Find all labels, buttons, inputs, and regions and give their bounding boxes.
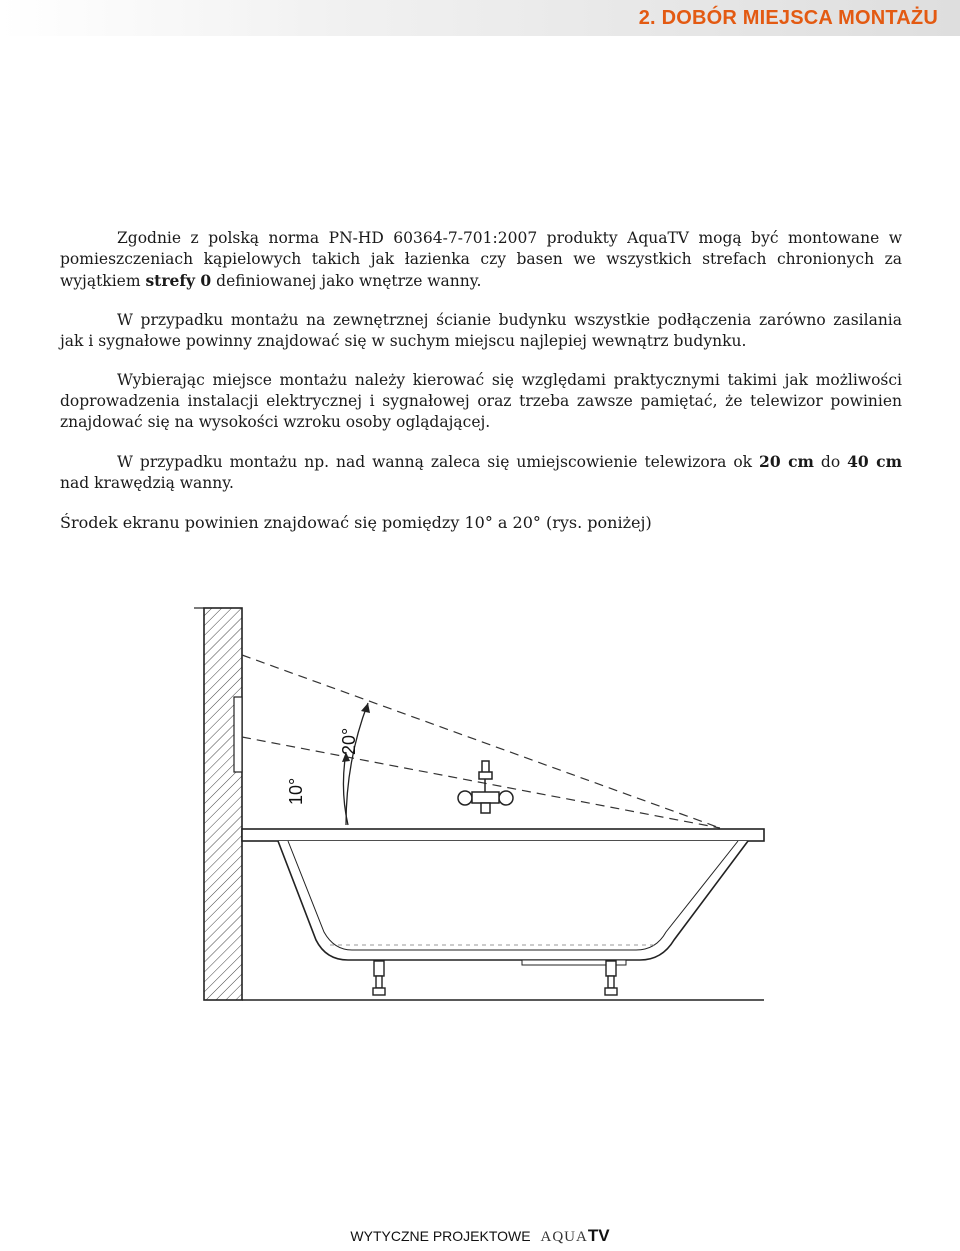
faucet — [458, 761, 513, 813]
aquatv-logo — [540, 1226, 610, 1245]
paragraph-height-between: do — [813, 453, 848, 471]
paragraph-height-text: W przypadku montażu np. nad wanną zaleca się umiejscowienie telewizora ok — [117, 453, 760, 471]
footer — [0, 1226, 960, 1246]
content — [60, 228, 902, 551]
zone-zero-emphasis: strefy 0 — [145, 271, 212, 290]
paragraph-external-wall: W przypadku montażu na zewnętrznej ścianie budynku wszystkie podłączenia zarówno zasilania jak i sygnałowe powinny znajdować się w suchym miejscu najlepiej wewnątrz budynku. — [60, 311, 902, 350]
paragraph-norm-text: Zgodnie z polską norma PN-HD 60364-7-701:2007 produkty AquaTV mogą być montowane w pomieszczeniach kąpielowych takich jak łazienka czy basen we wszystkich strefach chronionych za wyjątkiem — [60, 229, 902, 290]
arc-20-degree — [346, 703, 368, 825]
bathtub-rim — [242, 829, 764, 841]
section-title: 2. DOBÓR MIEJSCA MONTAŻU — [638, 7, 938, 29]
footer-label: WYTYCZNE PROJEKTOWE — [350, 1228, 531, 1244]
paragraph-height — [60, 451, 902, 494]
bathtub-legs — [373, 961, 617, 995]
header-band — [0, 0, 960, 36]
arc-20-arrow — [361, 703, 370, 713]
logo-aqua: AQUA — [540, 1229, 588, 1245]
bathtub — [242, 829, 764, 965]
paragraph-angle: Środek ekranu powinien znajdować się pomiędzy 10° a 20° (rys. poniżej) — [60, 513, 652, 532]
wall — [194, 608, 242, 1000]
height-min-emphasis: 20 cm — [759, 452, 814, 471]
line-10-degree — [242, 737, 720, 828]
paragraph-norm — [60, 228, 902, 292]
paragraph-height-end: nad krawędzią wanny. — [60, 474, 234, 492]
paragraph-placement: Wybierając miejsce montażu należy kierować się względami praktycznymi takimi jak możliwości doprowadzenia instalacji elektrycznej i sygnałowej oraz trzeba zawsze pamiętać, że telewizor powinien znajdować się na wysokości wzroku osoby oglądającej. — [60, 371, 902, 431]
label-20-degree: 20° — [339, 727, 359, 755]
tv-screen — [234, 697, 242, 772]
logo-tv: TV — [587, 1226, 610, 1245]
paragraph-norm-end: definiowanej jako wnętrze wanny. — [211, 272, 482, 290]
bathtub-body — [278, 841, 748, 960]
bathtub-diagram-svg — [180, 600, 780, 1020]
label-10-degree: 10° — [286, 777, 306, 805]
bathtub-diagram — [180, 600, 780, 1020]
height-max-emphasis: 40 cm — [847, 452, 903, 471]
